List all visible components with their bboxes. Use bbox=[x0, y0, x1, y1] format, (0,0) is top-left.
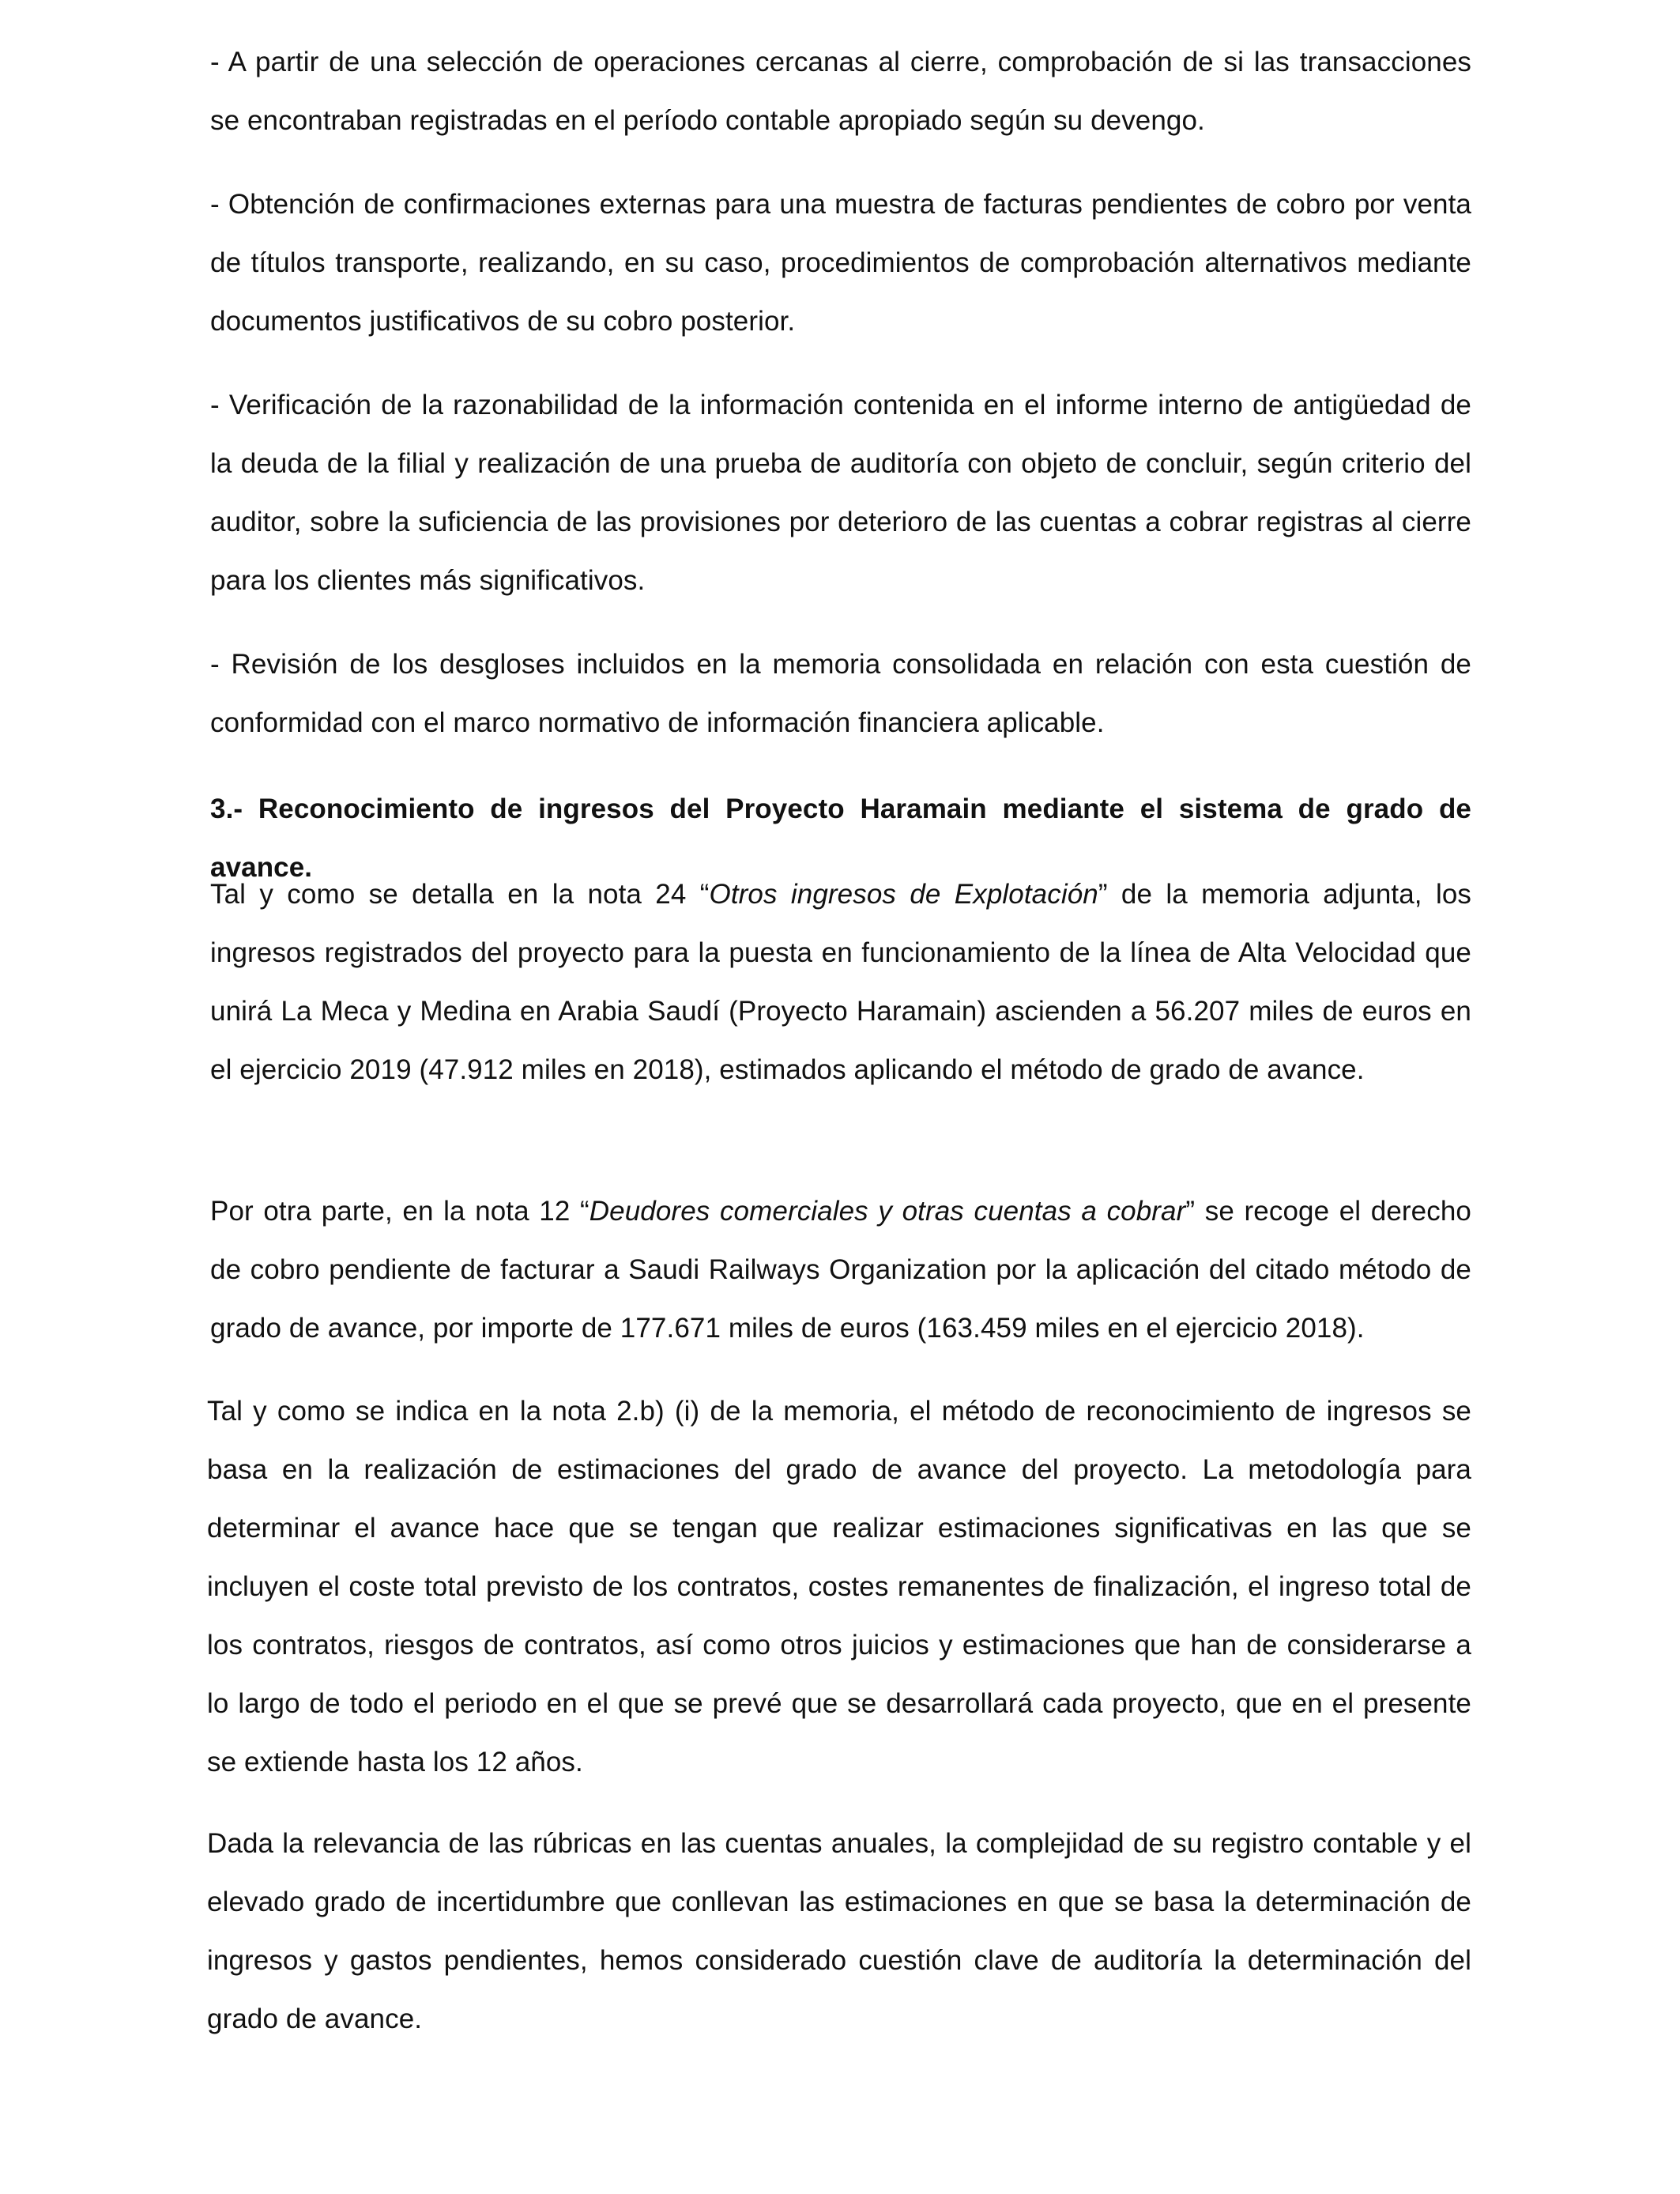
bullet-cierre-operaciones: - A partir de una selección de operaciones cercanas al cierre, comprobación de si las transacciones se encontraban registradas en el período contable apropiado según su devengo. bbox=[210, 47, 1471, 136]
section-heading: 3.- Reconocimiento de ingresos del Proyecto Haramain mediante el sistema de grado de avance. bbox=[210, 794, 1471, 883]
paragraph-nota-24-rest: ” de la memoria adjunta, los ingresos registrados del proyecto para la puesta en funcionamiento de la línea de Alta Velocidad que unirá La Meca y Medina en Arabia Saudí (Proyecto Haramain) ascienden a 56.207 miles de euros en el ejercicio 2019 (47.912 miles en 2018), estimados aplicando el método de grado de avance. bbox=[210, 879, 1471, 1085]
bullet-revision-desgloses: - Revisión de los desgloses incluidos en la memoria consolidada en relación con esta cuestión de conformidad con el marco normativo de información financiera aplicable. bbox=[210, 649, 1471, 738]
paragraph-nota-12-rest: ” se recoge el derecho de cobro pendiente de facturar a Saudi Railways Organization por la aplicación del citado método de grado de avance, por importe de 177.671 miles de euros (163.459 miles en el ejercicio 2018). bbox=[210, 1196, 1471, 1344]
bullet-verificacion-antiguedad: - Verificación de la razonabilidad de la información contenida en el informe interno de antigüedad de la deuda de la filial y realización de una prueba de auditoría con objeto de concluir, según criterio del auditor, sobre la suficiencia de las provisiones por deterioro de las cuentas a cobrar registras al cierre para los clientes más significativos. bbox=[210, 390, 1471, 596]
paragraph-nota-24 bbox=[210, 865, 1471, 1099]
paragraph-relevancia: Dada la relevancia de las rúbricas en las cuentas anuales, la complejidad de su registro contable y el elevado grado de incertidumbre que conllevan las estimaciones en que se basa la determinación de ingresos y gastos pendientes, hemos considerado cuestión clave de auditoría la determinación del grado de avance. bbox=[207, 1828, 1471, 2034]
paragraph-nota-12-start: Por otra parte, en la nota 12 “ bbox=[210, 1196, 590, 1227]
paragraph-nota-24-title: Otros ingresos de Explotación bbox=[709, 879, 1098, 910]
bullet-confirmaciones-externas: - Obtención de confirmaciones externas para una muestra de facturas pendientes de cobro por venta de títulos transporte, realizando, en su caso, procedimientos de comprobación alternativos mediante documentos justificativos de su cobro posterior. bbox=[210, 189, 1471, 337]
paragraph-nota-24-start: Tal y como se detalla en la nota 24 “ bbox=[210, 879, 710, 910]
paragraph-nota-12-title: Deudores comerciales y otras cuentas a cobrar bbox=[589, 1196, 1186, 1227]
paragraph-nota-12 bbox=[210, 1182, 1471, 1358]
paragraph-metodo-reconocimiento: Tal y como se indica en la nota 2.b) (i) de la memoria, el método de reconocimiento de ingresos se basa en la realización de estimaciones del grado de avance del proyecto. La metodología para determinar el avance hace que se tengan que realizar estimaciones significativas en las que se incluyen el coste total previsto de los contratos, costes remanentes de finalización, el ingreso total de los contratos, riesgos de contratos, así como otros juicios y estimaciones que han de considerarse a lo largo de todo el periodo en el que se prevé que se desarrollará cada proyecto, que en el presente se extiende hasta los 12 años. bbox=[207, 1396, 1471, 1777]
